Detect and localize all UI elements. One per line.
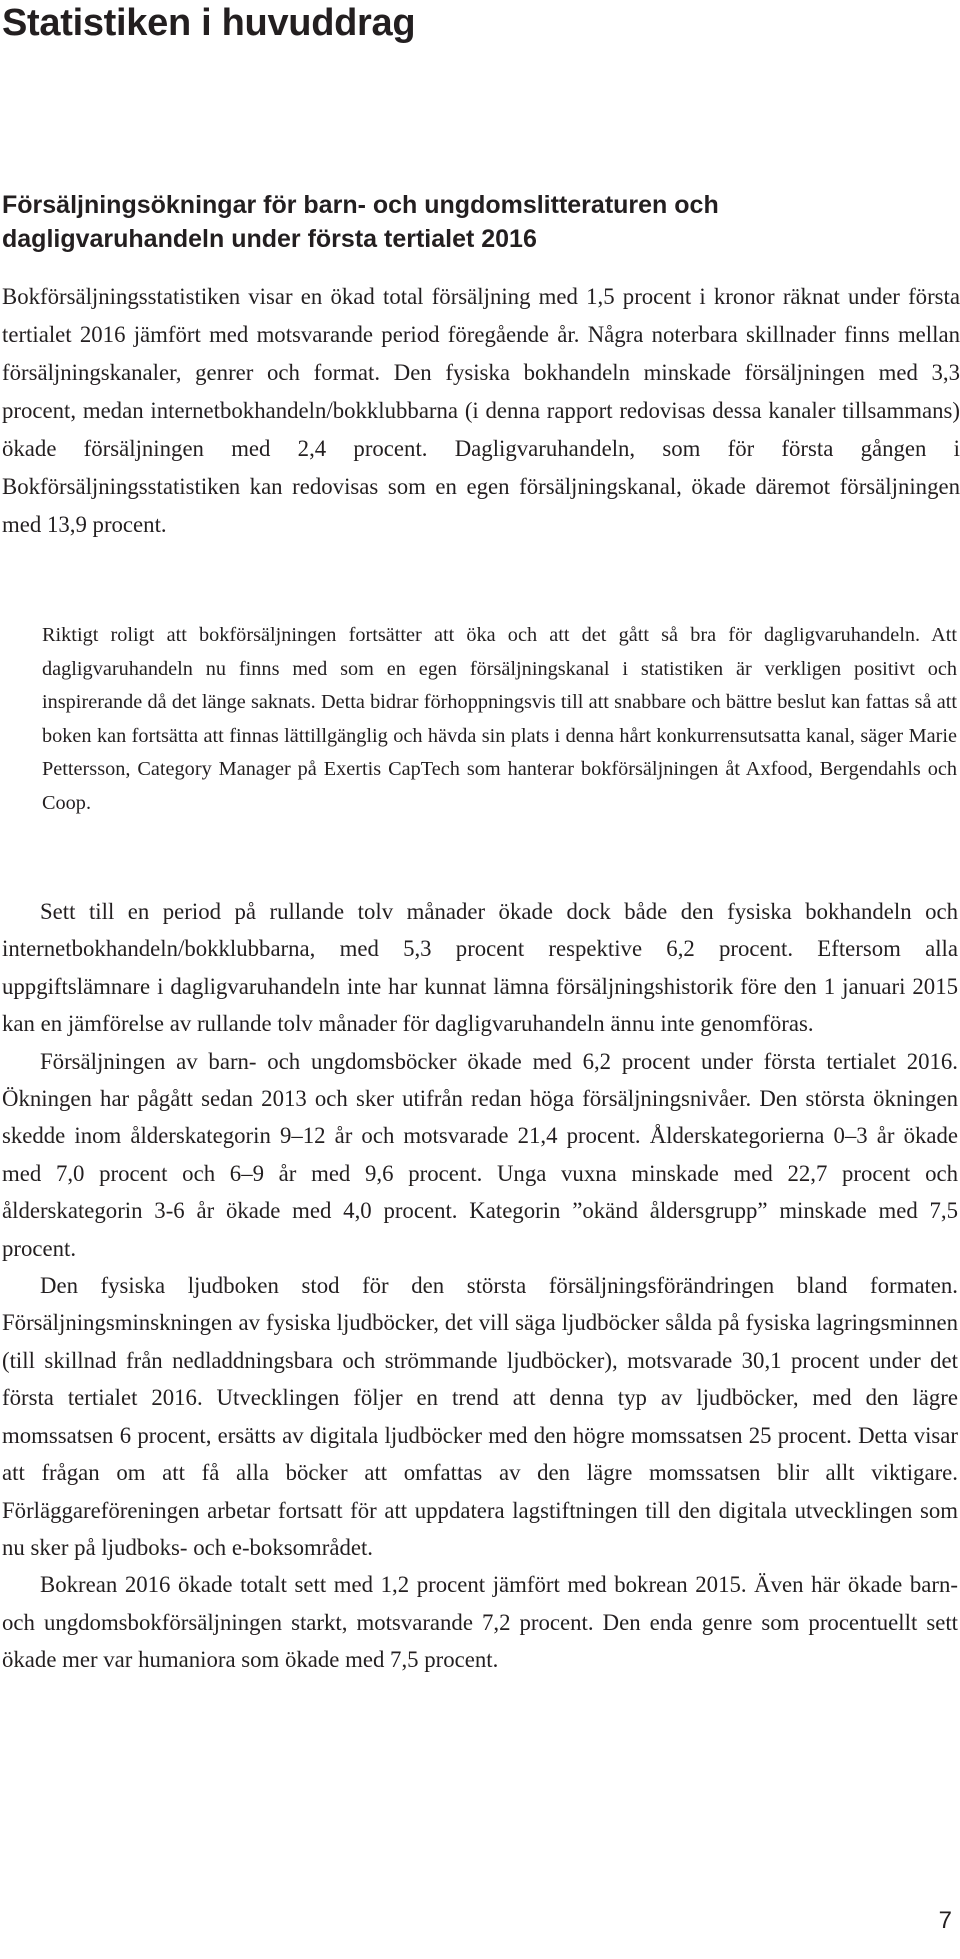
- quote-paragraph: Riktigt roligt att bokförsäljningen fortsätter att öka och att det gått så bra för dagligvaruhandeln. Att dagligvaruhandeln nu finns med som en egen försäljningskanal i statistiken är verkligen positivt och inspirerande då det länge saknats. Detta bidrar förhoppningsvis till att snabbare och bättre beslut kan fattas så att boken kan fortsätta att finnas lättillgänglig och hävda sin plats i denna hårt konkurrensutsatta kanal, säger Marie Pettersson, Category Manager på Exertis CapTech som hanterar bokförsäljningen åt Axfood, Bergendahls och Coop.: [42, 624, 957, 814]
- body-paragraph: Bokrean 2016 ökade totalt sett med 1,2 procent jämfört med bokrean 2015. Även här ökade barn- och ungdomsbokförsäljningen starkt, motsvarande 7,2 procent. Den enda genre som procentuellt sett ökade mer var humaniora som ökade med 7,5 procent.: [2, 1572, 958, 1673]
- page-title: Statistiken i huvuddrag: [2, 2, 416, 44]
- section-heading: Försäljningsökningar för barn- och ungdomslitteraturen och dagligvaruhandeln under första tertialet 2016: [2, 191, 719, 253]
- lead-paragraph: Bokförsäljningsstatistiken visar en ökad total försäljning med 1,5 procent i kronor räknat under första tertialet 2016 jämfört med motsvarande period föregående år. Några noterbara skillnader finns mellan försäljningskanaler, genrer och format. Den fysiska bokhandeln minskade försäljningen med 3,3 procent, medan internetbokhandeln/bokklubbarna (i denna rapport redovisas dessa kanaler tillsammans) ökade försäljningen med 2,4 procent. Dagligvaruhandeln, som för första gången i Bokförsäljningsstatistiken kan redovisas som en egen försäljningskanal, ökade däremot försäljningen med 13,9 procent.: [2, 284, 960, 537]
- page-number: 7: [938, 1907, 952, 1934]
- body-text: [2, 893, 958, 1679]
- body-paragraph: Försäljningen av barn- och ungdomsböcker ökade med 6,2 procent under första tertialet 2016. Ökningen har pågått sedan 2013 och sker utifrån redan höga försäljningsnivåer. Den största ökningen skedde inom ålderskategorin 9–12 år och motsvarade 21,4 procent. Ålderskategorierna 0–3 år ökade med 7,0 procent och 6–9 år med 9,6 procent. Unga vuxna minskade med 22,7 procent och ålderskategorin 3-6 år ökade med 4,0 procent. Kategorin ”okänd åldersgrupp” minskade med 7,5 procent.: [2, 1048, 958, 1261]
- body-paragraph: Sett till en period på rullande tolv månader ökade dock både den fysiska bokhandeln och internetbokhandeln/bokklubbarna, med 5,3 procent respektive 6,2 procent. Eftersom alla uppgiftslämnare i dagligvaruhandeln inte har kunnat lämna försäljningshistorik före den 1 januari 2015 kan en jämförelse av rullande tolv månader för dagligvaruhandeln ännu inte genomföras.: [2, 899, 958, 1037]
- body-paragraph: Den fysiska ljudboken stod för den största försäljningsförändringen bland formaten. Försäljningsminskningen av fysiska ljudböcker, det vill säga ljudböcker sålda på fysiska lagringsminnen (till skillnad från nedladdningsbara och strömmande ljudböcker), motsvarade 30,1 procent under det första tertialet 2016. Utvecklingen följer en trend att denna typ av ljudböcker, med den lägre momssatsen 6 procent, ersätts av digitala ljudböcker med den högre momssatsen 25 procent. Detta visar att frågan om att få alla böcker att omfattas av den lägre momssatsen blir allt viktigare. Förläggareföreningen arbetar fortsatt för att uppdatera lagstiftningen till den digitala utvecklingen som nu sker på ljudboks- och e-boksområdet.: [2, 1273, 958, 1560]
